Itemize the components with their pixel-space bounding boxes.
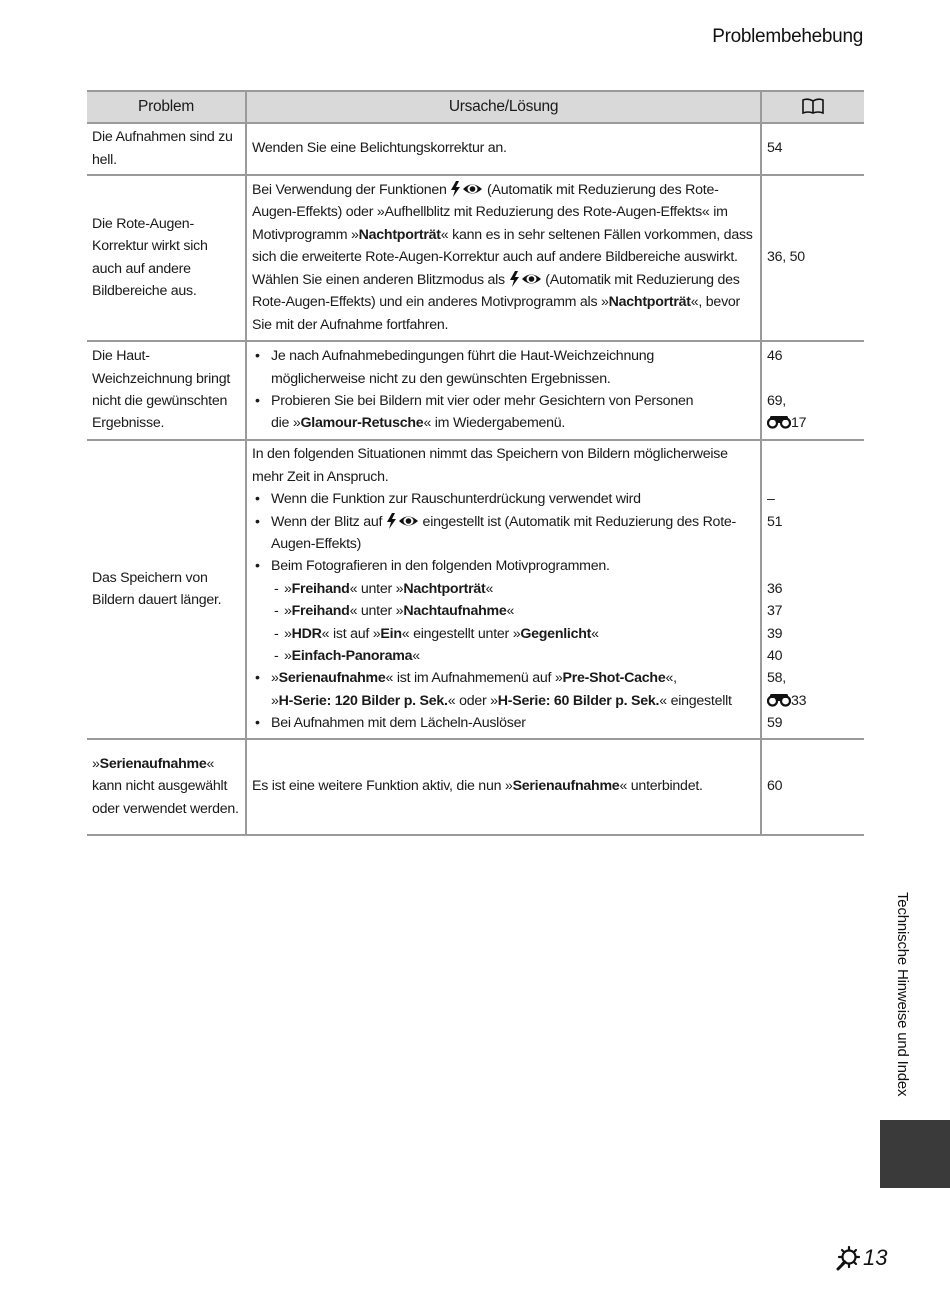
bullet-item: • Bei Aufnahmen mit dem Lächeln-Auslöser: [252, 712, 756, 734]
text: « im Wiedergabemenü.: [423, 415, 566, 432]
ref-value: 36: [767, 580, 783, 597]
column-header-cause: Ursache/Lösung: [246, 91, 761, 123]
ref-value-wrap: [767, 412, 860, 434]
ref-value: 51: [767, 513, 783, 530]
flash-red-eye-reduction-icon: [450, 181, 483, 197]
intro-text: mehr Zeit in Anspruch.: [252, 468, 389, 485]
cause-text: Bei Verwendung der Funktionen: [252, 182, 451, 199]
flash-red-eye-reduction-icon: [509, 271, 542, 287]
text: « unter »: [349, 603, 404, 620]
menu-item-name: Serienaufnahme: [99, 755, 207, 772]
text: Wenn der Blitz auf: [271, 513, 386, 530]
text: »: [92, 755, 100, 772]
bullet-continuation: [252, 412, 756, 434]
scene-mode-name: Gegenlicht: [520, 625, 592, 642]
page-section-title: Problembehebung: [712, 26, 863, 47]
scene-mode-name: Nachtporträt: [608, 294, 691, 311]
chapter-thumb-tab: [880, 1120, 950, 1188]
cause-text: (Automatik mit Reduzierung des Rote-Augen-Effekts) oder »Aufhellblitz mit Reduzierung des Rote-Augen-Effekts« im Motivprogramm »: [252, 182, 728, 243]
setting-name: HDR: [291, 625, 322, 642]
bullet-item: • Je nach Aufnahmebedingungen führt die Haut-Weichzeichnung: [252, 345, 756, 367]
text: « eingestellt: [659, 692, 732, 709]
cause-cell: [246, 440, 761, 739]
reference-section-icon: [767, 415, 791, 429]
bullet-item: • Probieren Sie bei Bildern mit vier oder mehr Gesichtern von Personen: [252, 390, 756, 412]
cause-cell: Wenden Sie eine Belichtungskorrektur an.: [246, 123, 761, 175]
intro-text: In den folgenden Situationen nimmt das Speichern von Bildern möglicherweise: [252, 446, 728, 463]
cause-cell: [246, 739, 761, 835]
reference-cell: [761, 440, 864, 739]
column-header-reference: [761, 91, 864, 123]
table-row: [87, 440, 864, 739]
ref-value: 39: [767, 625, 783, 642]
dash-item: [252, 645, 756, 667]
ref-value: 37: [767, 603, 783, 620]
ref-value: –: [767, 491, 775, 508]
ref-value: 59: [767, 715, 783, 732]
text: « ist auf »: [321, 625, 381, 642]
menu-item-name: Serienaufnahme: [278, 670, 386, 687]
setting-value: H-Serie: 60 Bilder p. Sek.: [497, 692, 660, 709]
text: »: [284, 625, 292, 642]
text: »: [284, 580, 292, 597]
ref-value: 69,: [767, 392, 786, 409]
problem-cell: Die Haut-Weichzeichnung bringt nicht die gewünschten Ergebnisse.: [87, 341, 246, 440]
dash-item: [252, 623, 756, 645]
menu-item-name: Serienaufnahme: [512, 778, 620, 795]
reference-cell: 54: [761, 123, 864, 175]
text: eingestellt ist (Automatik mit Reduzierung des Rote-: [418, 513, 737, 530]
setting-value: Pre-Shot-Cache: [562, 670, 666, 687]
reference-cell: [761, 341, 864, 440]
text: «: [412, 648, 420, 665]
reference-section-icon: [767, 693, 791, 707]
scene-mode-name: Nachtporträt: [358, 226, 441, 243]
reference-cell: 36, 50: [761, 175, 864, 341]
cause-text: «, bevor Sie mit der Aufnahme fortfahren.: [252, 294, 741, 333]
bullet-continuation: Augen-Effekts): [271, 535, 362, 552]
setting-value: Ein: [380, 625, 402, 642]
text: «: [506, 603, 515, 620]
book-reference-icon: [801, 98, 825, 114]
text: « unterbindet.: [619, 778, 703, 795]
text: « ist im Aufnahmemenü auf »: [385, 670, 563, 687]
scene-mode-name: Einfach-Panorama: [291, 648, 413, 665]
problem-cell: Die Rote-Augen-Korrektur wirkt sich auch auf andere Bildbereiche aus.: [87, 175, 246, 341]
ref-value: 46: [767, 348, 783, 365]
page-number-value: 13: [863, 1245, 888, 1270]
troubleshooting-table: [87, 90, 864, 836]
setting-name: Freihand: [291, 603, 350, 620]
ref-value: 40: [767, 647, 783, 664]
bullet-item: • Beim Fotografieren in den folgenden Motivprogrammen.: [252, 555, 756, 577]
text: die »: [271, 415, 301, 432]
cause-cell: [246, 175, 761, 341]
table-row: [87, 175, 864, 341]
bullet-continuation: [252, 690, 756, 712]
text: « eingestellt unter »: [401, 625, 521, 642]
text: « oder »: [447, 692, 498, 709]
reference-cell: 60: [761, 739, 864, 835]
cause-text: (Automatik mit Reduzierung des Rote-Augen-Effekts) und ein anderes Motivprogramm als »: [252, 271, 740, 311]
column-header-problem: Problem: [87, 91, 246, 123]
table-row: [87, 341, 864, 440]
chapter-side-label-text: Technische Hinweise und Index: [894, 892, 911, 1097]
flash-red-eye-reduction-icon: [386, 513, 419, 529]
text: «: [206, 755, 215, 772]
dash-item: [252, 600, 756, 622]
cause-cell: [246, 341, 761, 440]
dash-item: [252, 578, 756, 600]
cause-text: « kann es in sehr seltenen Fällen vorkommen, dass sich die erweiterte Rote-Augen-Korrektur auch auf andere Bildbereiche auswirkt. Wählen Sie einen anderen Blitzmodus als: [252, 226, 753, 288]
text: »: [271, 670, 279, 687]
text: kann nicht ausgewählt oder verwendet werden.: [92, 778, 239, 817]
technical-notes-icon: [836, 1245, 862, 1271]
text: Es ist eine weitere Funktion aktiv, die nun »: [252, 778, 513, 795]
chapter-side-label: [893, 892, 913, 1102]
text: «: [485, 580, 494, 597]
scene-mode-name: Nachtporträt: [403, 580, 486, 597]
ref-value: 33: [791, 692, 807, 709]
text: »: [271, 692, 279, 709]
page-number: [836, 1245, 887, 1271]
ref-value-wrap: [767, 690, 860, 712]
table-row: [87, 739, 864, 835]
text: «: [591, 625, 599, 642]
bullet-continuation: möglicherweise nicht zu den gewünschten Ergebnissen.: [271, 370, 611, 387]
problem-cell: Das Speichern von Bildern dauert länger.: [87, 440, 246, 739]
problem-cell: [87, 739, 246, 835]
bullet-item: [252, 667, 756, 689]
setting-name: Freihand: [291, 580, 350, 597]
setting-value: H-Serie: 120 Bilder p. Sek.: [278, 692, 448, 709]
table-header-row: [87, 91, 864, 123]
text: «,: [665, 670, 677, 687]
text: »: [284, 648, 292, 665]
bullet-item: • Wenn die Funktion zur Rauschunterdrückung verwendet wird: [252, 488, 756, 510]
text: »: [284, 603, 292, 620]
problem-cell: Die Aufnahmen sind zu hell.: [87, 123, 246, 175]
ref-value: 58,: [767, 670, 786, 687]
bullet-item: [252, 511, 756, 533]
menu-item-name: Glamour-Retusche: [300, 415, 424, 432]
ref-value: 17: [791, 415, 807, 432]
scene-mode-name: Nachtaufnahme: [403, 603, 507, 620]
text: « unter »: [349, 580, 404, 597]
table-row: [87, 123, 864, 175]
